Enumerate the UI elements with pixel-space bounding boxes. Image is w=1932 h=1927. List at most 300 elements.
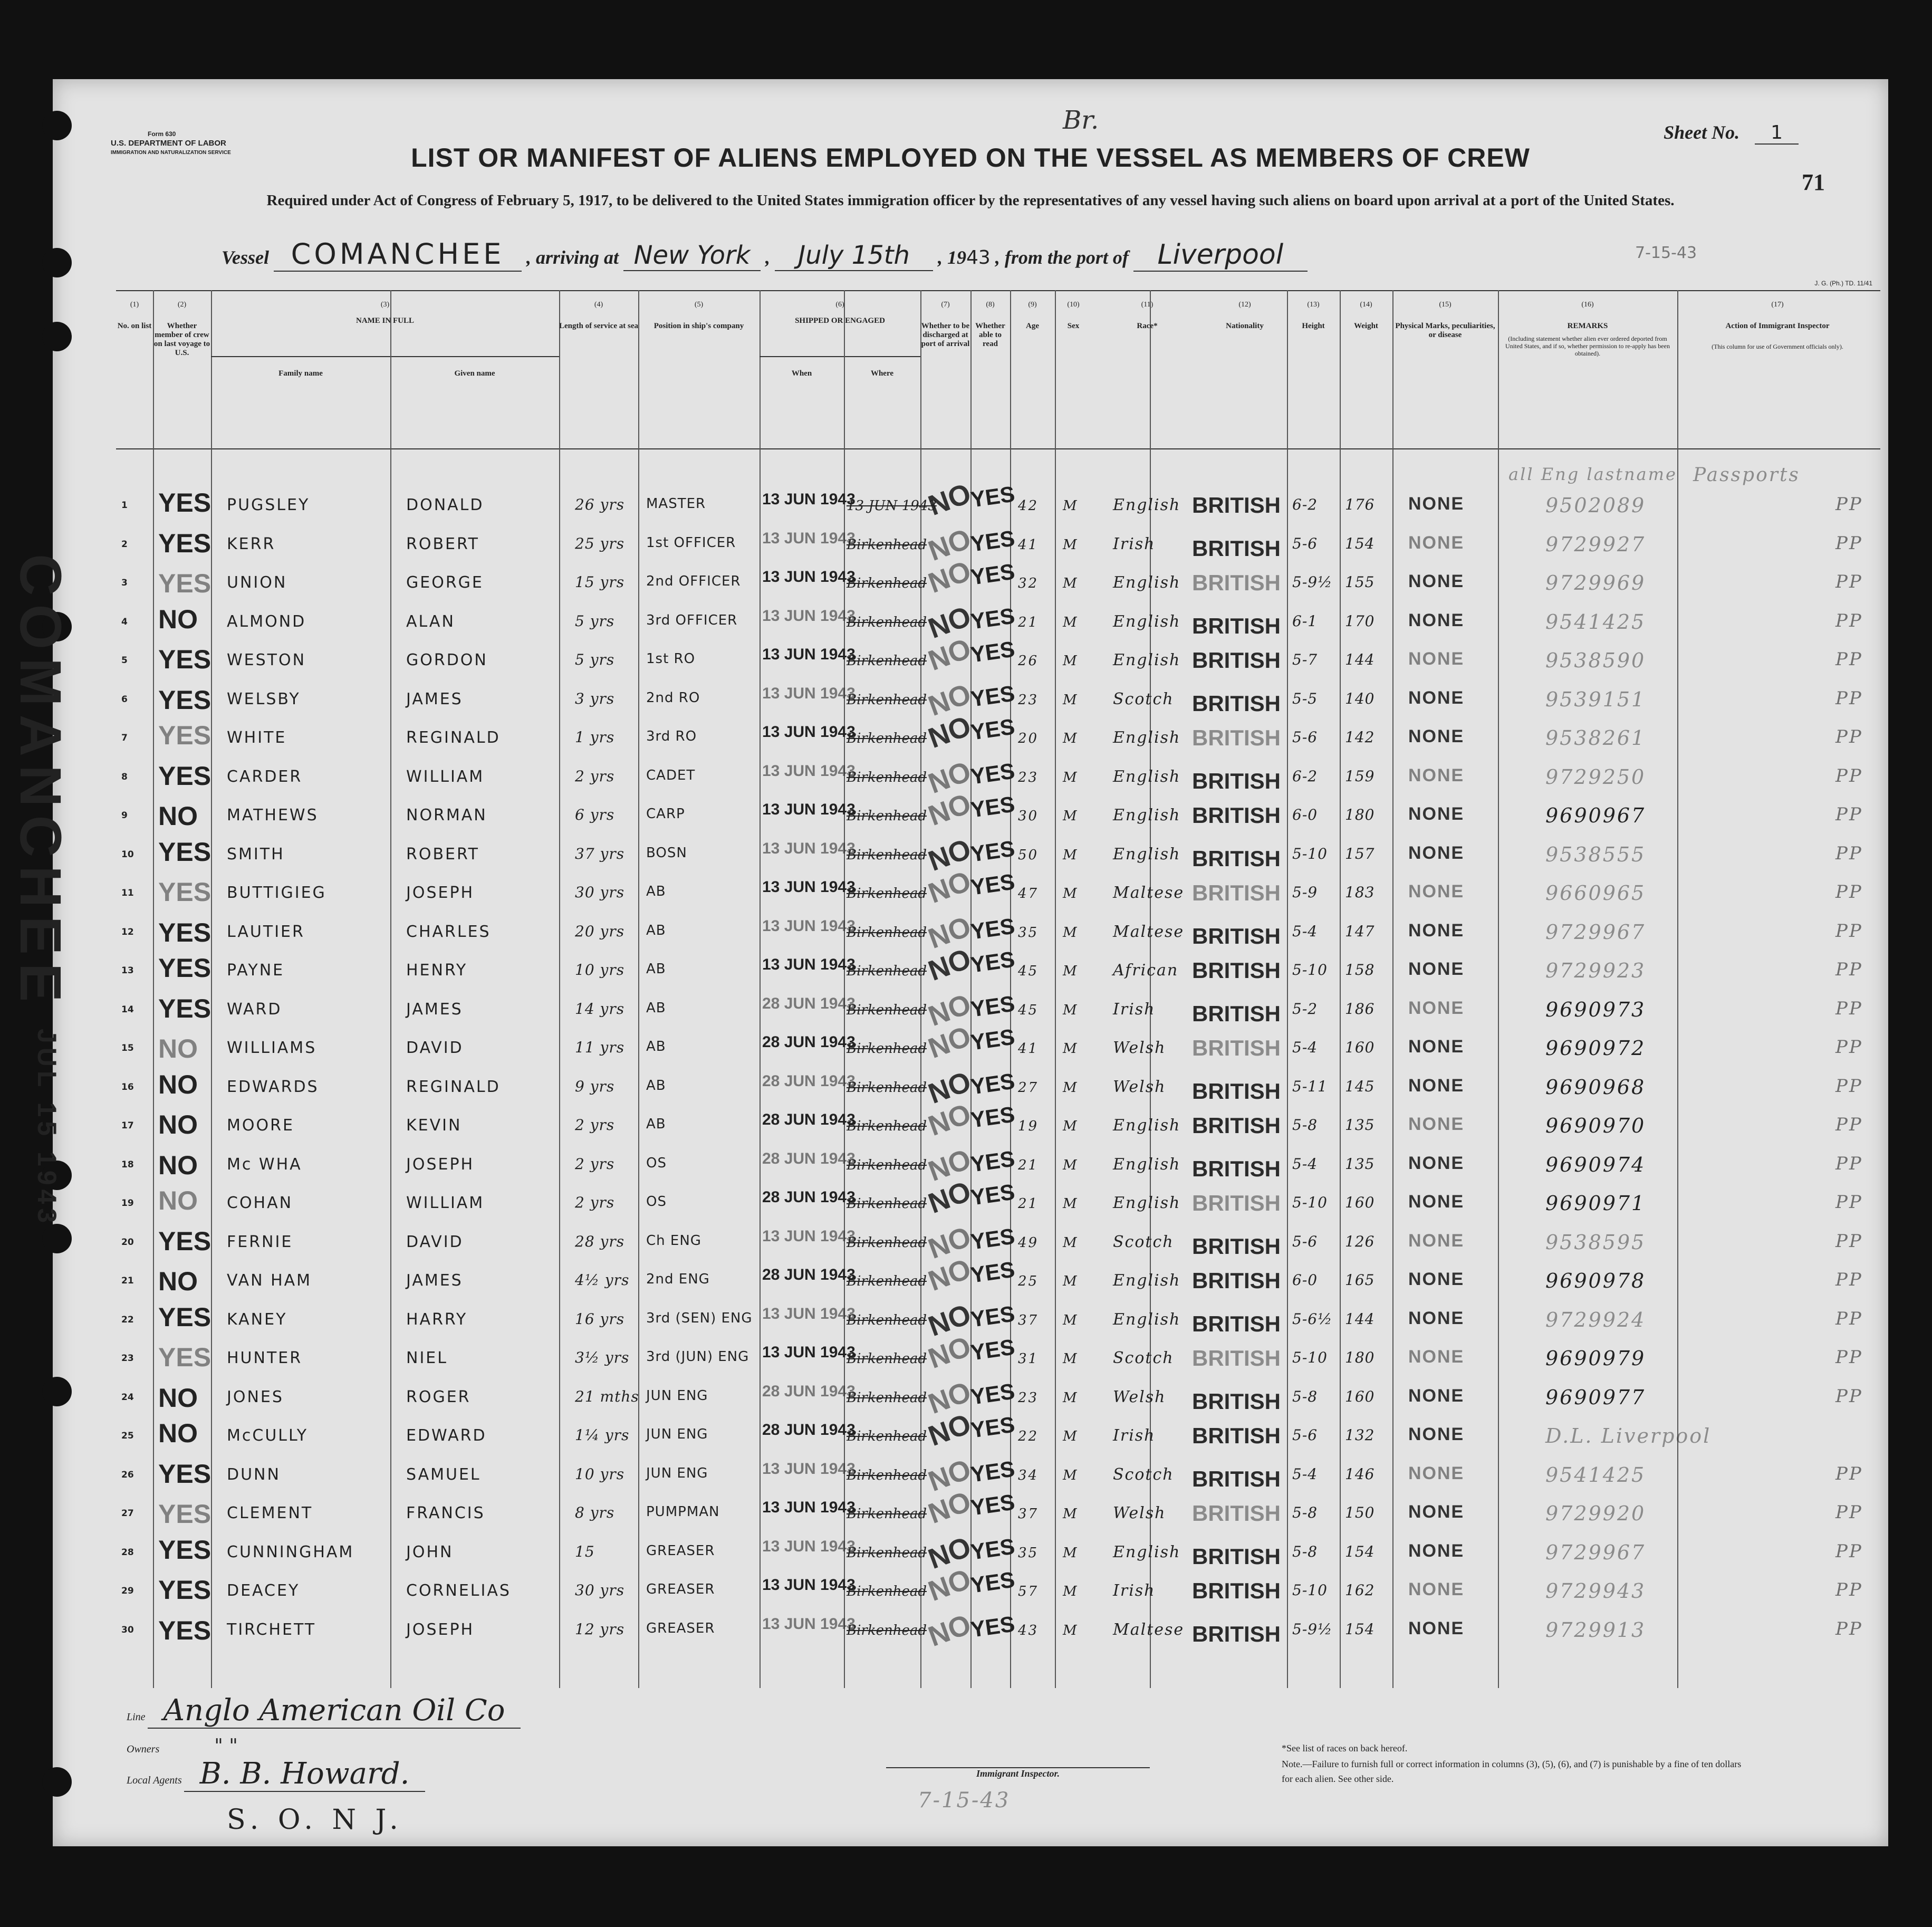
nationality: BRITISH bbox=[1192, 1423, 1281, 1448]
race: Irish bbox=[1113, 534, 1156, 553]
service-length: 20 yrs bbox=[575, 922, 625, 940]
crew-last-voyage: YES bbox=[158, 1535, 212, 1565]
position: 2nd ENG bbox=[646, 1271, 710, 1287]
age: 35 bbox=[1018, 1545, 1039, 1561]
crew-last-voyage: YES bbox=[158, 1459, 212, 1489]
row-number: 22 bbox=[121, 1314, 134, 1325]
sex: M bbox=[1063, 1041, 1079, 1057]
position: 3rd (SEN) ENG bbox=[646, 1310, 753, 1326]
shipped-when: 13 JUN 1943 bbox=[762, 1344, 856, 1361]
crew-last-voyage: NO bbox=[158, 1267, 198, 1296]
service-length: 15 bbox=[575, 1542, 595, 1560]
column-divider bbox=[638, 290, 639, 1688]
physical-marks: NONE bbox=[1408, 959, 1465, 979]
shipped-where: Birkenhead bbox=[847, 886, 927, 902]
nationality: BRITISH bbox=[1192, 1036, 1281, 1060]
position: AB bbox=[646, 961, 666, 977]
row-number: 7 bbox=[121, 733, 128, 743]
family-name: CLEMENT bbox=[227, 1504, 313, 1522]
inspector-action: PP bbox=[1835, 1618, 1863, 1640]
race: Welsh bbox=[1113, 1387, 1166, 1406]
service-length: 16 yrs bbox=[575, 1310, 625, 1328]
age: 27 bbox=[1018, 1079, 1039, 1096]
given-name: GORDON bbox=[406, 651, 488, 669]
given-name: NORMAN bbox=[406, 806, 487, 825]
service-length: 5 yrs bbox=[575, 651, 615, 668]
given-name: HENRY bbox=[406, 961, 468, 980]
sex: M bbox=[1063, 1429, 1079, 1444]
nationality: BRITISH bbox=[1192, 768, 1281, 793]
sex: M bbox=[1063, 1118, 1079, 1134]
discharged: NO bbox=[924, 1375, 975, 1420]
row-number: 2 bbox=[121, 539, 128, 550]
physical-marks: NONE bbox=[1408, 1153, 1465, 1173]
shipped-when: 13 JUN 1943 bbox=[762, 801, 856, 818]
weight: 160 bbox=[1345, 1194, 1375, 1211]
nationality: BRITISH bbox=[1192, 1113, 1281, 1138]
remarks-header-note: all Eng lastname bbox=[1508, 464, 1677, 484]
family-name: SMITH bbox=[227, 845, 285, 864]
family-name: Mc WHA bbox=[227, 1155, 302, 1174]
row-number: 11 bbox=[121, 888, 134, 898]
physical-marks: NONE bbox=[1408, 1269, 1465, 1289]
discharged: NO bbox=[924, 477, 975, 522]
service-length: 6 yrs bbox=[575, 806, 615, 823]
given-name: KEVIN bbox=[406, 1116, 462, 1135]
given-name: JAMES bbox=[406, 1271, 463, 1290]
inspector-action: PP bbox=[1835, 1075, 1863, 1097]
vessel-label: Vessel bbox=[222, 247, 269, 268]
physical-marks: NONE bbox=[1408, 1037, 1465, 1057]
given-name: FRANCIS bbox=[406, 1504, 485, 1522]
weight: 135 bbox=[1345, 1116, 1375, 1134]
physical-marks: NONE bbox=[1408, 804, 1465, 824]
discharged: NO bbox=[924, 1097, 975, 1143]
family-name: WHITE bbox=[227, 728, 287, 747]
agents-value: B. B. Howard. bbox=[184, 1757, 426, 1792]
service-length: 10 yrs bbox=[575, 961, 625, 979]
service-length: 3½ yrs bbox=[575, 1349, 630, 1366]
sex: M bbox=[1063, 692, 1079, 708]
position: OS bbox=[646, 1155, 667, 1171]
height: 5-8 bbox=[1292, 1116, 1318, 1134]
discharged: NO bbox=[924, 1562, 975, 1608]
family-name: FERNIE bbox=[227, 1232, 293, 1251]
crew-last-voyage: YES bbox=[158, 569, 212, 598]
weight: 140 bbox=[1345, 689, 1375, 707]
sex: M bbox=[1063, 1273, 1079, 1289]
position: BOSN bbox=[646, 845, 687, 861]
race: English bbox=[1113, 728, 1181, 747]
discharged: NO bbox=[924, 677, 975, 722]
physical-marks: NONE bbox=[1408, 1385, 1465, 1406]
sex: M bbox=[1063, 498, 1079, 514]
column-header-4: Length of service at sea bbox=[559, 322, 638, 330]
inspector-action: PP bbox=[1835, 881, 1863, 903]
inspector-action: PP bbox=[1835, 494, 1863, 515]
physical-marks: NONE bbox=[1408, 1424, 1465, 1444]
given-name: JOSEPH bbox=[406, 1620, 475, 1639]
sheet-label: Sheet No. bbox=[1664, 122, 1740, 143]
shipped-where: Birkenhead bbox=[847, 1467, 927, 1483]
weight: 132 bbox=[1345, 1426, 1375, 1444]
able-to-read: YES bbox=[969, 1300, 1016, 1332]
shipped-when: 28 JUN 1943 bbox=[762, 1072, 856, 1090]
given-name: DAVID bbox=[406, 1232, 464, 1251]
act-statement: Required under Act of Congress of February 5, 1917, to be delivered to the United States immigration officer by the representatives of any vessel having such aliens on board upon arrival at a port of the United States. bbox=[266, 192, 1675, 209]
height: 5-11 bbox=[1292, 1077, 1328, 1095]
sex: M bbox=[1063, 1622, 1079, 1638]
height: 5-8 bbox=[1292, 1542, 1318, 1560]
column-header-7: Whether to be discharged at port of arrival bbox=[921, 322, 970, 348]
inspector-action: PP bbox=[1835, 765, 1863, 787]
crew-last-voyage: YES bbox=[158, 1343, 212, 1372]
race: English bbox=[1113, 651, 1181, 669]
inspector-action: PP bbox=[1835, 1230, 1863, 1252]
inspector-date: 7-15-43 bbox=[918, 1788, 1011, 1813]
able-to-read: YES bbox=[969, 1223, 1016, 1254]
height: 5-8 bbox=[1292, 1387, 1318, 1405]
shipped-when: 28 JUN 1943 bbox=[762, 1033, 856, 1051]
crew-last-voyage: NO bbox=[158, 1034, 198, 1063]
weight: 160 bbox=[1345, 1039, 1375, 1056]
race: Irish bbox=[1113, 1426, 1156, 1445]
punch-hole bbox=[42, 1767, 72, 1797]
discharged: NO bbox=[924, 755, 975, 800]
row-number: 6 bbox=[121, 694, 128, 705]
punch-hole bbox=[42, 111, 72, 140]
inspector-action: PP bbox=[1835, 1308, 1863, 1329]
height: 5-9½ bbox=[1292, 573, 1333, 591]
age: 26 bbox=[1018, 653, 1039, 669]
row-number: 5 bbox=[121, 655, 128, 666]
crew-last-voyage: NO bbox=[158, 1383, 198, 1413]
able-to-read: YES bbox=[969, 1024, 1016, 1055]
column-number: (9) bbox=[1028, 301, 1037, 309]
given-name: JAMES bbox=[406, 1000, 463, 1019]
weight: 154 bbox=[1345, 1620, 1375, 1638]
column-number: (12) bbox=[1238, 301, 1251, 309]
name-subheader-line bbox=[211, 356, 559, 357]
discharged: NO bbox=[924, 787, 975, 832]
position: OS bbox=[646, 1194, 667, 1210]
shipped-when: 28 JUN 1943 bbox=[762, 994, 856, 1012]
line-value: Anglo American Oil Co bbox=[148, 1693, 521, 1729]
shipped-where: Birkenhead bbox=[847, 1002, 927, 1018]
row-number: 1 bbox=[121, 500, 128, 511]
height: 5-6½ bbox=[1292, 1310, 1333, 1328]
able-to-read: YES bbox=[969, 791, 1016, 822]
shipped-where: Birkenhead bbox=[847, 1234, 927, 1251]
weight: 165 bbox=[1345, 1271, 1375, 1289]
shipped-when: 28 JUN 1943 bbox=[762, 1188, 856, 1206]
row-number: 14 bbox=[121, 1004, 134, 1015]
service-length: 37 yrs bbox=[575, 845, 625, 862]
column-number: (4) bbox=[594, 301, 603, 309]
given-name: EDWARD bbox=[406, 1426, 487, 1445]
date-stamp-vertical: JUL 15 1943 bbox=[32, 1029, 62, 1228]
column-number: (2) bbox=[177, 301, 187, 309]
shipped-where: Birkenhead bbox=[847, 1041, 927, 1057]
column-number: (8) bbox=[986, 301, 995, 309]
given-name: ROGER bbox=[406, 1387, 471, 1406]
family-name: BUTTIGIEG bbox=[227, 884, 326, 902]
age: 23 bbox=[1018, 692, 1039, 708]
nationality: BRITISH bbox=[1192, 613, 1281, 638]
inspector-action: PP bbox=[1835, 1114, 1863, 1135]
discharged: NO bbox=[924, 865, 975, 910]
shipped-when: 28 JUN 1943 bbox=[762, 1149, 856, 1167]
remarks: 9729250 bbox=[1545, 765, 1646, 789]
inspector-action: PP bbox=[1835, 1540, 1863, 1562]
sex: M bbox=[1063, 808, 1079, 824]
inspector-action: PP bbox=[1835, 726, 1863, 747]
service-length: 8 yrs bbox=[575, 1504, 615, 1521]
age: 57 bbox=[1018, 1584, 1039, 1599]
discharged: NO bbox=[924, 522, 975, 567]
position: Ch ENG bbox=[646, 1232, 701, 1249]
discharged: NO bbox=[924, 1020, 975, 1065]
arriving-label: , arriving at bbox=[526, 247, 619, 268]
departure-port: Liverpool bbox=[1133, 239, 1308, 272]
service-name: IMMIGRATION AND NATURALIZATION SERVICE bbox=[111, 150, 231, 156]
height: 5-4 bbox=[1292, 1155, 1318, 1173]
able-to-read: YES bbox=[969, 1068, 1016, 1099]
column-header-6: SHIPPED OR ENGAGED bbox=[795, 317, 885, 325]
age: 32 bbox=[1018, 576, 1039, 591]
column-header-10: Sex bbox=[1067, 322, 1080, 330]
weight: 158 bbox=[1345, 961, 1375, 979]
remarks: 9729967 bbox=[1545, 1540, 1646, 1564]
position: 3rd RO bbox=[646, 728, 697, 744]
physical-marks: NONE bbox=[1408, 1618, 1465, 1638]
able-to-read: YES bbox=[969, 1455, 1016, 1487]
manifest-sheet bbox=[8, 79, 1888, 1846]
column-header-where: Where bbox=[870, 369, 894, 378]
able-to-read: YES bbox=[969, 602, 1016, 634]
able-to-read: YES bbox=[969, 481, 1016, 512]
sex: M bbox=[1063, 924, 1079, 941]
footer-line-block bbox=[127, 1693, 601, 1728]
crew-last-voyage: YES bbox=[158, 917, 212, 947]
age: 30 bbox=[1018, 808, 1039, 824]
shipped-where: 13 JUN 1943 bbox=[847, 498, 937, 514]
family-name: KERR bbox=[227, 534, 276, 553]
shipped-where: Birkenhead bbox=[847, 614, 927, 630]
row-number: 25 bbox=[121, 1431, 134, 1441]
family-name: CARDER bbox=[227, 767, 303, 786]
shipped-when: 13 JUN 1943 bbox=[762, 878, 856, 896]
remarks: 9538590 bbox=[1545, 649, 1646, 672]
weight: 142 bbox=[1345, 728, 1375, 746]
position: JUN ENG bbox=[646, 1426, 708, 1442]
sex: M bbox=[1063, 769, 1079, 785]
discharged: NO bbox=[924, 832, 975, 877]
age: 21 bbox=[1018, 1157, 1039, 1173]
physical-marks: NONE bbox=[1408, 1192, 1465, 1212]
row-number: 24 bbox=[121, 1392, 134, 1403]
crew-last-voyage: NO bbox=[158, 1110, 198, 1139]
height: 6-2 bbox=[1292, 767, 1318, 785]
column-number: (5) bbox=[694, 301, 704, 309]
position: 2nd OFFICER bbox=[646, 573, 741, 589]
remarks: 9660965 bbox=[1545, 881, 1646, 905]
action-header-note: Passports bbox=[1693, 464, 1800, 486]
remarks: 9729969 bbox=[1545, 571, 1646, 595]
name-split bbox=[390, 356, 391, 1688]
able-to-read: YES bbox=[969, 990, 1016, 1022]
family-name: McCULLY bbox=[227, 1426, 309, 1445]
row-number: 30 bbox=[121, 1624, 134, 1635]
position: MASTER bbox=[646, 496, 706, 512]
able-to-read: YES bbox=[969, 714, 1016, 745]
inspector-action: PP bbox=[1835, 532, 1863, 554]
service-length: 2 yrs bbox=[575, 1116, 615, 1134]
crew-last-voyage: NO bbox=[158, 1186, 198, 1215]
column-header-1: No. on list bbox=[117, 322, 152, 330]
position: AB bbox=[646, 884, 666, 899]
sex: M bbox=[1063, 731, 1079, 746]
weight: 146 bbox=[1345, 1465, 1375, 1483]
physical-marks: NONE bbox=[1408, 998, 1465, 1018]
sex: M bbox=[1063, 886, 1079, 902]
shipped-where: Birkenhead bbox=[847, 1389, 927, 1406]
remarks: 9690974 bbox=[1545, 1153, 1646, 1176]
column-header-given: Given name bbox=[454, 369, 495, 378]
service-length: 21 mths bbox=[575, 1387, 639, 1405]
family-name: CUNNINGHAM bbox=[227, 1542, 354, 1561]
physical-marks: NONE bbox=[1408, 687, 1465, 708]
height: 5-9½ bbox=[1292, 1620, 1333, 1638]
agents-value-2: S. O. N J. bbox=[227, 1804, 403, 1836]
remarks: 9502089 bbox=[1545, 494, 1646, 517]
age: 45 bbox=[1018, 1002, 1039, 1018]
shipped-when: 13 JUN 1943 bbox=[762, 684, 856, 702]
shipped-when: 13 JUN 1943 bbox=[762, 1576, 856, 1594]
sex: M bbox=[1063, 1234, 1079, 1251]
position: AB bbox=[646, 1000, 666, 1016]
remarks: 9538261 bbox=[1545, 726, 1646, 750]
age: 37 bbox=[1018, 1506, 1039, 1522]
row-number: 3 bbox=[121, 578, 128, 588]
position: AB bbox=[646, 1039, 666, 1054]
service-length: 26 yrs bbox=[575, 496, 625, 513]
physical-marks: NONE bbox=[1408, 726, 1465, 746]
inspector-action: PP bbox=[1835, 610, 1863, 631]
given-name: ROBERT bbox=[406, 534, 479, 553]
shipped-where: Birkenhead bbox=[847, 808, 927, 824]
nationality: BRITISH bbox=[1192, 1233, 1281, 1259]
race: English bbox=[1113, 767, 1181, 786]
column-header-11: Race* bbox=[1137, 322, 1158, 330]
discharged: NO bbox=[924, 600, 975, 645]
weight: 170 bbox=[1345, 612, 1375, 630]
crew-last-voyage: YES bbox=[158, 488, 212, 517]
height: 5-10 bbox=[1292, 1194, 1328, 1211]
column-divider bbox=[211, 290, 212, 1688]
inspector-action: PP bbox=[1835, 1192, 1863, 1213]
height: 6-1 bbox=[1292, 612, 1318, 630]
race: English bbox=[1113, 1194, 1181, 1212]
weight: 160 bbox=[1345, 1387, 1375, 1405]
discharged: NO bbox=[924, 1065, 975, 1110]
shipped-split bbox=[844, 356, 845, 1688]
shipped-where: Birkenhead bbox=[847, 731, 927, 746]
nationality: BRITISH bbox=[1192, 1191, 1281, 1215]
from-label: , from the port of bbox=[995, 247, 1129, 268]
race: Welsh bbox=[1113, 1077, 1166, 1096]
table-header-border bbox=[116, 448, 1880, 449]
height: 5-10 bbox=[1292, 961, 1328, 979]
age: 41 bbox=[1018, 536, 1039, 553]
given-name: REGINALD bbox=[406, 728, 501, 747]
physical-marks: NONE bbox=[1408, 571, 1465, 591]
row-number: 26 bbox=[121, 1469, 134, 1480]
service-length: 30 yrs bbox=[575, 884, 625, 901]
column-header-8: Whether able to read bbox=[975, 322, 1005, 348]
given-name: REGINALD bbox=[406, 1077, 501, 1096]
row-number: 9 bbox=[121, 810, 128, 821]
owners-label: Owners bbox=[127, 1743, 160, 1755]
column-header-family: Family name bbox=[278, 369, 323, 378]
column-divider bbox=[153, 290, 154, 1688]
physical-marks: NONE bbox=[1408, 1347, 1465, 1367]
discharged: NO bbox=[924, 1330, 975, 1375]
shipped-when: 13 JUN 1943 bbox=[762, 568, 856, 586]
vessel-date-note: 7-15-43 bbox=[1635, 244, 1697, 262]
inspector-action: PP bbox=[1835, 1579, 1863, 1600]
weight: 126 bbox=[1345, 1232, 1375, 1250]
service-length: 11 yrs bbox=[575, 1039, 625, 1056]
able-to-read: YES bbox=[969, 1145, 1016, 1177]
race: Maltese bbox=[1113, 884, 1185, 902]
column-header-3: NAME IN FULL bbox=[355, 317, 414, 325]
remarks: 9690978 bbox=[1545, 1269, 1646, 1292]
sex: M bbox=[1063, 1545, 1079, 1561]
shipped-when: 13 JUN 1943 bbox=[762, 1537, 856, 1555]
nationality: BRITISH bbox=[1192, 1346, 1281, 1370]
position: AB bbox=[646, 922, 666, 938]
service-length: 30 yrs bbox=[575, 1581, 625, 1599]
sex: M bbox=[1063, 1002, 1079, 1018]
height: 5-9 bbox=[1292, 884, 1318, 901]
remarks: 9538595 bbox=[1545, 1230, 1646, 1254]
crew-last-voyage: YES bbox=[158, 528, 212, 558]
shipped-where: Birkenhead bbox=[847, 1429, 927, 1444]
sex: M bbox=[1063, 614, 1079, 630]
weight: 180 bbox=[1345, 806, 1375, 823]
crew-last-voyage: YES bbox=[158, 877, 212, 907]
row-number: 10 bbox=[121, 849, 134, 860]
position: GREASER bbox=[646, 1581, 715, 1597]
physical-marks: NONE bbox=[1408, 1114, 1465, 1134]
row-number: 8 bbox=[121, 771, 128, 782]
arrival-date: July 15th bbox=[775, 241, 933, 271]
discharged: NO bbox=[924, 1453, 975, 1498]
shipped-when: 13 JUN 1943 bbox=[762, 956, 856, 973]
department-name: U.S. DEPARTMENT OF LABOR bbox=[111, 139, 226, 148]
column-number: (7) bbox=[941, 301, 950, 309]
column-number: (16) bbox=[1581, 301, 1594, 309]
inspector-action: PP bbox=[1835, 1385, 1863, 1407]
crew-last-voyage: YES bbox=[158, 645, 212, 674]
race: English bbox=[1113, 1116, 1181, 1135]
remarks: 9690979 bbox=[1545, 1347, 1646, 1370]
race: English bbox=[1113, 573, 1181, 592]
weight: 159 bbox=[1345, 767, 1375, 785]
height: 5-8 bbox=[1292, 1504, 1318, 1521]
weight: 150 bbox=[1345, 1504, 1375, 1521]
